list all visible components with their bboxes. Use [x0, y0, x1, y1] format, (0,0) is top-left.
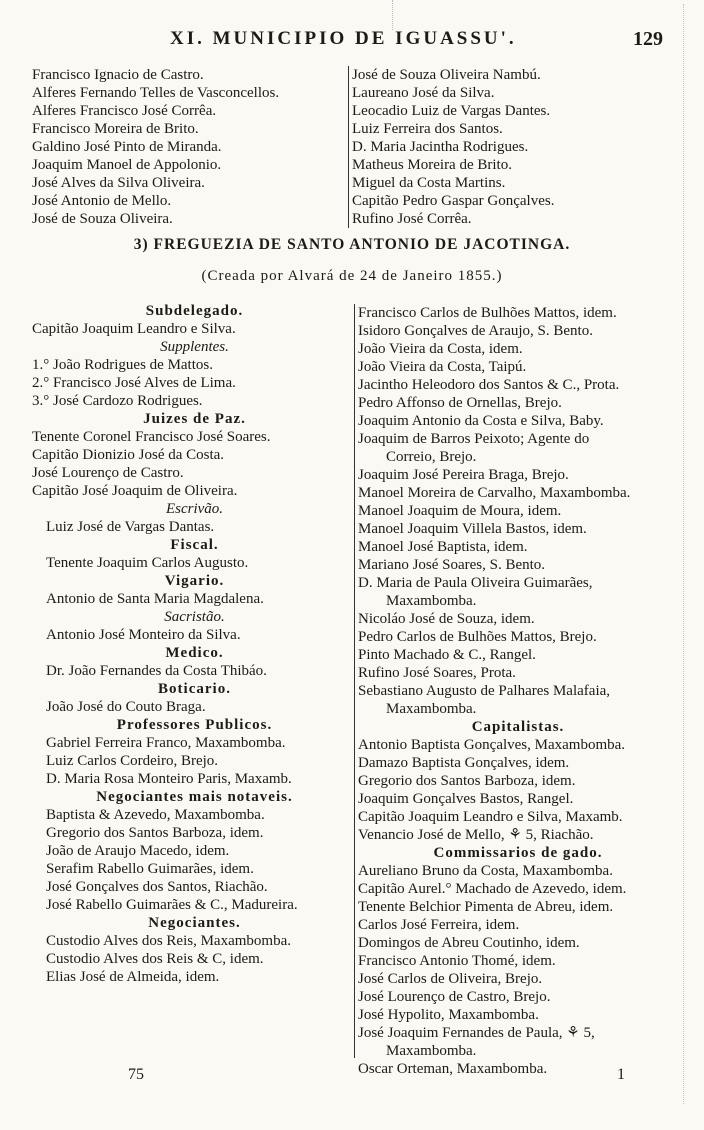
capitalista-item: Antonio Baptista Gonçalves, Maxambomba. — [358, 737, 626, 753]
negociante-item: Custodio Alves dos Reis, Maxambomba. — [46, 933, 291, 949]
footer-signature-right: 1 — [617, 1066, 625, 1083]
commissario-item: Tenente Belchior Pimenta de Abreu, idem. — [358, 899, 614, 915]
negociante-item: Francisco Carlos de Bulhões Mattos, idem. — [358, 305, 617, 321]
negociante-item: Rufino José Soares, Prota. — [358, 665, 516, 681]
supplente-item: 1.° João Rodrigues de Mattos. — [32, 357, 213, 373]
left-column — [32, 302, 357, 986]
right-column — [354, 304, 678, 1077]
sacristao-name: Antonio José Monteiro da Silva. — [46, 627, 241, 643]
medico-name: Dr. João Fernandes da Costa Thibáo. — [46, 663, 267, 679]
negociante-item: Isidoro Gonçalves de Araujo, S. Bento. — [358, 323, 593, 339]
negociante-item: João Vieira da Costa, idem. — [358, 341, 523, 357]
list-item: Francisco Moreira de Brito. — [32, 121, 199, 137]
professor-item: Gabriel Ferreira Franco, Maxambomba. — [46, 735, 286, 751]
negociante-item: Elias José de Almeida, idem. — [46, 969, 220, 985]
juiz-item: Capitão Dionizio José da Costa. — [32, 447, 225, 463]
negociantes-heading: Negociantes. — [148, 915, 241, 931]
negociante-item: Joaquim José Pereira Braga, Brejo. — [358, 467, 569, 483]
list-item: Alferes Francisco José Corrêa. — [32, 103, 217, 119]
list-item: Leocadio Luiz de Vargas Dantes. — [352, 103, 551, 119]
list-item: José de Souza Oliveira. — [32, 211, 173, 227]
sacristao-heading: Sacristão. — [164, 609, 225, 625]
fiscal-heading: Fiscal. — [170, 537, 219, 553]
negociante-item: Joaquim de Barros Peixoto; Agente do — [358, 431, 590, 447]
negociante-item: D. Maria de Paula Oliveira Guimarães, — [358, 575, 593, 591]
capitalista-item: Venancio José de Mello, ⚘ 5, Riachão. — [358, 827, 594, 843]
escrivao-heading: Escrivão. — [165, 501, 224, 517]
supplentes-heading: Supplentes. — [160, 339, 229, 355]
supplente-item: 2.° Francisco José Alves de Lima. — [32, 375, 236, 391]
header-margin-rule — [392, 0, 693, 30]
commissario-item: Oscar Orteman, Maxambomba. — [358, 1061, 548, 1077]
negociante-item: Manoel José Baptista, idem. — [358, 539, 528, 555]
juiz-item: Tenente Coronel Francisco José Soares. — [32, 429, 271, 445]
top-left-list — [32, 66, 348, 228]
notavel-item: Baptista & Azevedo, Maxambomba. — [46, 807, 265, 823]
negociante-item: Manoel Joaquim de Moura, idem. — [358, 503, 562, 519]
commissarios-heading: Commissarios de gado. — [433, 845, 603, 861]
list-item: Rufino José Corrêa. — [352, 211, 472, 227]
list-item: Francisco Ignacio de Castro. — [32, 67, 204, 83]
negociante-item: Sebastiano Augusto de Palhares Malafaia, — [358, 683, 611, 699]
negociante-item: Pedro Carlos de Bulhões Mattos, Brejo. — [358, 629, 597, 645]
negociante-item: Manoel Joaquim Villela Bastos, idem. — [358, 521, 587, 537]
list-item: José Antonio de Mello. — [32, 193, 172, 209]
page-header — [0, 28, 704, 54]
professor-item: D. Maria Rosa Monteiro Paris, Maxamb. — [46, 771, 292, 787]
margin-bleed — [683, 4, 698, 1104]
footer-signature-left: 75 — [128, 1066, 144, 1083]
list-item: Laureano José da Silva. — [352, 85, 495, 101]
top-right-list — [348, 66, 632, 228]
escrivao-name: Luiz José de Vargas Dantas. — [46, 519, 215, 535]
negociante-item: Jacintho Heleodoro dos Santos & C., Prota. — [358, 377, 620, 393]
list-item: Matheus Moreira de Brito. — [352, 157, 512, 173]
juizes-heading: Juizes de Paz. — [143, 411, 246, 427]
list-item: Miguel da Costa Martins. — [352, 175, 506, 191]
negociante-item-cont: Maxambomba. — [386, 701, 477, 717]
capitalista-item: Capitão Joaquim Leandro e Silva, Maxamb. — [358, 809, 623, 825]
notavel-item: José Gonçalves dos Santos, Riachão. — [46, 879, 268, 895]
commissario-item: José Hypolito, Maxambomba. — [358, 1007, 539, 1023]
list-item: Galdino José Pinto de Miranda. — [32, 139, 222, 155]
capitalista-item: Damazo Baptista Gonçalves, idem. — [358, 755, 570, 771]
capitalista-item: Joaquim Gonçalves Bastos, Rangel. — [358, 791, 574, 807]
list-item: Alferes Fernando Telles de Vasconcellos. — [32, 85, 280, 101]
negociante-item: João Vieira da Costa, Taipú. — [358, 359, 527, 375]
notaveis-heading: Negociantes mais notaveis. — [96, 789, 293, 805]
vigario-name: Antonio de Santa Maria Magdalena. — [46, 591, 264, 607]
negociante-item: Nicoláo José de Souza, idem. — [358, 611, 535, 627]
boticario-name: João José do Couto Braga. — [46, 699, 206, 715]
vigario-heading: Vigario. — [164, 573, 225, 589]
subdelegado-heading: Subdelegado. — [145, 303, 244, 319]
commissario-item: José Joaquim Fernandes de Paula, ⚘ 5, — [358, 1025, 595, 1041]
fiscal-name: Tenente Joaquim Carlos Augusto. — [46, 555, 249, 571]
commissario-item-cont: Maxambomba. — [386, 1043, 477, 1059]
negociante-item: Pinto Machado & C., Rangel. — [358, 647, 536, 663]
page-number: 129 — [633, 28, 663, 50]
negociante-item: Joaquim Antonio da Costa e Silva, Baby. — [358, 413, 604, 429]
subdelegado-name: Capitão Joaquim Leandro e Silva. — [32, 321, 236, 337]
list-item: Luiz Ferreira dos Santos. — [352, 121, 503, 137]
list-item: D. Maria Jacintha Rodrigues. — [352, 139, 529, 155]
negociante-item: Pedro Affonso de Ornellas, Brejo. — [358, 395, 562, 411]
juiz-item: José Lourenço de Castro. — [32, 465, 184, 481]
boticario-heading: Boticario. — [158, 681, 231, 697]
section-title: 3) FREGUEZIA DE SANTO ANTONIO DE JACOTINGA. — [133, 236, 571, 253]
commissario-item: Capitão Aurel.° Machado de Azevedo, idem. — [358, 881, 627, 897]
negociante-item: Custodio Alves dos Reis & C, idem. — [46, 951, 264, 967]
section-subtitle: (Creada por Alvará de 24 de Janeiro 1855.) — [201, 268, 503, 284]
medico-heading: Medico. — [165, 645, 224, 661]
page-title: XI. MUNICIPIO DE IGUASSU'. — [170, 28, 517, 49]
negociante-item-cont: Maxambomba. — [386, 593, 477, 609]
notavel-item: Gregorio dos Santos Barboza, idem. — [46, 825, 264, 841]
capitalistas-heading: Capitalistas. — [471, 719, 565, 735]
list-item: Capitão Pedro Gaspar Gonçalves. — [352, 193, 555, 209]
commissario-item: Carlos José Ferreira, idem. — [358, 917, 520, 933]
commissario-item: José Lourenço de Castro, Brejo. — [358, 989, 551, 1005]
notavel-item: João de Araujo Macedo, idem. — [46, 843, 230, 859]
professores-heading: Professores Publicos. — [116, 717, 273, 733]
professor-item: Luiz Carlos Cordeiro, Brejo. — [46, 753, 219, 769]
notavel-item: José Rabello Guimarães & C., Madureira. — [46, 897, 298, 913]
commissario-item: Aureliano Bruno da Costa, Maxambomba. — [358, 863, 613, 879]
list-item: José Alves da Silva Oliveira. — [32, 175, 205, 191]
notavel-item: Serafim Rabello Guimarães, idem. — [46, 861, 254, 877]
negociante-item: Manoel Moreira de Carvalho, Maxambomba. — [358, 485, 631, 501]
juiz-item: Capitão José Joaquim de Oliveira. — [32, 483, 238, 499]
list-item: Joaquim Manoel de Appolonio. — [32, 157, 222, 173]
capitalista-item: Gregorio dos Santos Barboza, idem. — [358, 773, 576, 789]
commissario-item: Domingos de Abreu Coutinho, idem. — [358, 935, 580, 951]
commissario-item: José Carlos de Oliveira, Brejo. — [358, 971, 543, 987]
negociante-item-cont: Correio, Brejo. — [386, 449, 477, 465]
negociante-item: Mariano José Soares, S. Bento. — [358, 557, 546, 573]
commissario-item: Francisco Antonio Thomé, idem. — [358, 953, 556, 969]
list-item: José de Souza Oliveira Nambú. — [352, 67, 541, 83]
supplente-item: 3.° José Cardozo Rodrigues. — [32, 393, 203, 409]
